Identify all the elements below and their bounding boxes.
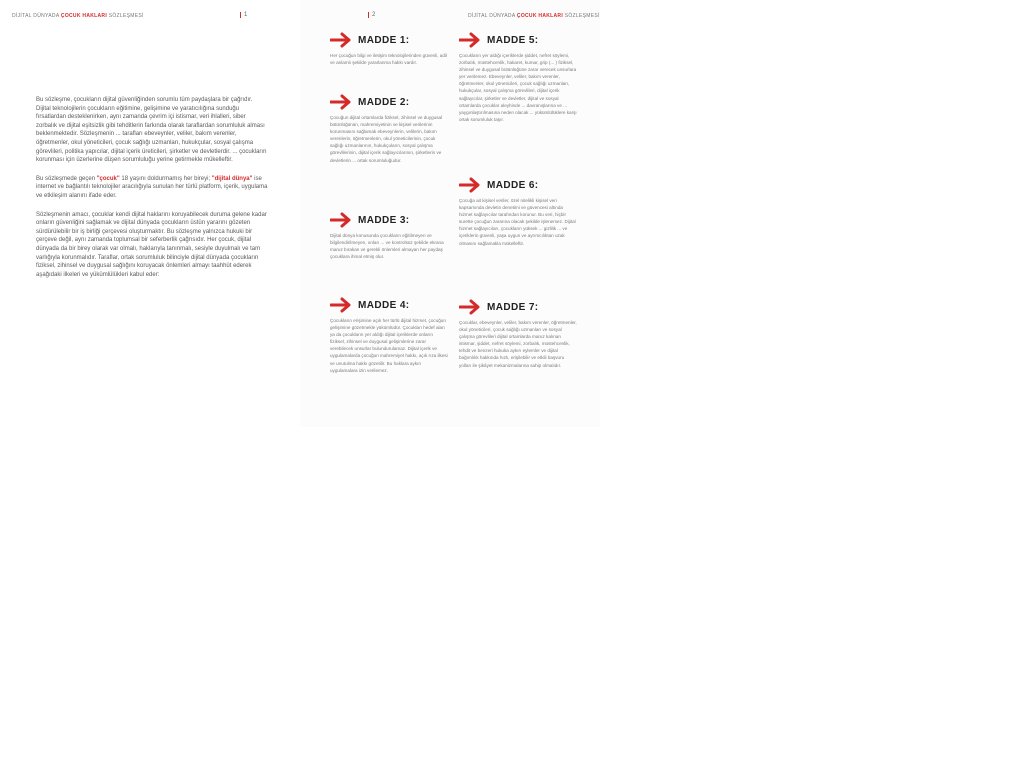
running-header-right: DİJİTAL DÜNYADA ÇOCUK HAKLARI SÖZLEŞMESİ — [468, 13, 600, 19]
running-header-left: DİJİTAL DÜNYADA ÇOCUK HAKLARI SÖZLEŞMESİ — [12, 13, 144, 19]
intro-text — [36, 96, 268, 289]
article-body: Her çocuğun bilgi ve iletişim teknolojilerinden güvenli, adil ve anlamlı şekilde yararlanma hakkı vardır. — [330, 53, 447, 66]
intro-paragraph-2: Bu sözleşmede geçen "çocuk" 18 yaşını doldurmamış her bireyi; "dijital dünya" ise internet ve bağlantılı teknolojiler aracılığıyla sunulan her türlü platform, içerik, uygulama ve etkileşim alanını ifade eder. — [36, 175, 268, 199]
article-4 — [330, 296, 448, 374]
intro-paragraph-3: Sözleşmenin amacı, çocuklar kendi dijital haklarını koruyabilecek duruma gelene kadar onların güvenliğini sağlamak ve dijital dünyada çocukların üstün yararını gözeten sürdürülebilir bir iş birliği çerçevesi oluşturmaktır. Bu sözleşme yalnızca hukuki bir çerçeve değil, aynı zamanda toplumsal bir seferberlik çağrısıdır. Her çocuk, dijital dünyada da bir birey olarak var olmalı, haklarıyla tanınmalı, sesiyle duyulmalı ve tam varlığıyla korunmalıdır. Taraflar, ortak sorumluluk bilinciyle dijital dünyada çocukların fiziksel, zihinsel ve duygusal sağlığını koruyacak önlemleri almayı taahhüt ederek aşağıdaki ilkeleri ve yükümlülükleri kabul eder: — [36, 211, 267, 278]
right-arrow-icon — [330, 94, 352, 110]
page-number-left: 1 — [240, 12, 247, 18]
article-5 — [459, 31, 577, 123]
right-arrow-icon — [459, 299, 481, 315]
intro-paragraph-1: Bu sözleşme, çocukların dijital güvenliğinden sorumlu tüm paydaşlara bir çağrıdır. Dijital teknolojilerin çocukların eğitimine, gelişimine ve yaratıcılığına sunduğu fırsatlardan desteklenirken, aynı zamanda çevrim içi istismar, veri ihlalleri, siber zorbalık ve dijital eşitsizlik gibi tehditlerin farkında olarak taraflardan sorumluluk alması beklenmektedir. Sözleşmenin ... tarafları ebeveynler, veliler, bakım verenler, öğretmenler, okul yöneticileri, çocuk sağlığı uzmanları, hukukçular, sosyal çalışma görevlileri, politika yapıcılar, dijital içerik üreticileri, şirketler ve devletlerdir. ... çocukların korunması için üzerlerine düşen sorumluluğu yerine getirmekle mükelleftir. — [36, 97, 267, 164]
article-2 — [330, 93, 448, 164]
right-arrow-icon — [459, 177, 481, 193]
article-title: MADDE 5: — [487, 34, 539, 46]
right-arrow-icon — [330, 212, 352, 228]
article-body: Çocuğun dijital ortamlarda fiziksel, zihinsel ve duygusal bütünlüğünün, mahremiyetinin ve kişisel verilerinin korunmasını sağlamak ebeveynlerin, velilerin, bakım verenlerin, öğretmenlerin, okul yöneticilerinin, çocuk sağlığı uzmanlarının, hukukçuların, sosyal çalışma görevlilerinin, dijital içerik sağlayıcılarının, şirketlerin ve devletlerin ... ortak sorumluluğudur. — [330, 115, 443, 163]
right-arrow-icon — [459, 32, 481, 48]
article-body: Dijital dünya konusunda çocukların eğitilmeyen ve bilgilendirilmeyen, onları ... ve kontrolsüz şekilde ekrana maruz bırakan ve gerekli önlemleri almayan her paydaş çocuklara ihmal etmiş olur. — [330, 233, 444, 260]
article-3 — [330, 211, 448, 260]
document-spread — [0, 0, 600, 427]
article-title: MADDE 4: — [358, 299, 410, 311]
article-title: MADDE 1: — [358, 34, 410, 46]
article-title: MADDE 3: — [358, 214, 410, 226]
article-title: MADDE 6: — [487, 179, 539, 191]
article-body: Çocuklar, ebeveynler, veliler, bakım verenler, öğretmenler, okul yöneticileri, çocuk sağlığı uzmanları ve sosyal çalışma görevlileri dijital ortamlarda maruz kalınan istismar, şiddet, nefret söylemi, zorbalık, müstehcenlik, tehdit ve benzeri hukuka aykırı eylemler ve dijital bağımlılık hakkında hızlı, erişilebilir ve etkili başvuru yolları ile şikâyet mekanizmalarına sahip olmalıdır. — [459, 320, 577, 368]
article-1 — [330, 31, 448, 66]
right-arrow-icon — [330, 297, 352, 313]
article-title: MADDE 2: — [358, 96, 410, 108]
article-body: Çocukların erişimine açık her türlü dijital hizmet, çocuğun gelişimine gözetmekle yükümlüdür. Çocukları hedef alan ya da çocukların yer aldığı dijital içeriklerde onların fiziksel, zihinsel ve duygusal gelişimlerine zarar verebilecek unsurlar bulundurulamaz. Dijital içerik ve uygulamalarda çocuğun mahremiyet hakkı, açık rıza ilkesi ve unutulma hakkı gözetilir. Bu haklara aykırı uygulamalara izin verilemez. — [330, 318, 448, 373]
article-6 — [459, 176, 577, 247]
article-7 — [459, 298, 577, 369]
right-arrow-icon — [330, 32, 352, 48]
article-body: Çocuğa ait kişisel veriler, özel nitelikli kişisel veri kapsamında devletin denetimi ve güvencesi altında hizmet sağlayıcılar tarafından korunur. Bu veri, hiçbir surette çocuğun zararına olacak şekilde işlenemez. Dijital hizmet sağlayıcıları, çocukların yüksek ... gizlilik ... ve içeriklerin güvenli, yaşa uygun ve ayrımcılıktan uzak olmasını sağlamakla mükelleftir. — [459, 198, 576, 246]
page-left — [0, 0, 300, 427]
article-body: Çocukların yer aldığı içeriklerde şiddet, nefret söylemi, zorbalık, müstehcenlik, hakaret, kumar, grip (... ) fiziksel, zihinsel ve duygusal bütünlüğüne zarar verecek unsurlara yer verilemez. Ebeveynler, veliler, bakım verenler, öğretmenler, okul yöneticileri, çocuk sağlığı uzmanları, hukukçular, sosyal çalışma görevlileri, dijital içerik sağlayıcılar, şirketler ve devletler, dijital ve sosyal ortamlarda çocuklar aleyhinde ... davranışlarına ve ... yaygınlaştırılmasına neden olacak ... yükümlülüklere karşı ortak sorumluluk taşır. — [459, 53, 577, 122]
article-title: MADDE 7: — [487, 301, 539, 313]
page-number-right: 2 — [368, 12, 375, 18]
